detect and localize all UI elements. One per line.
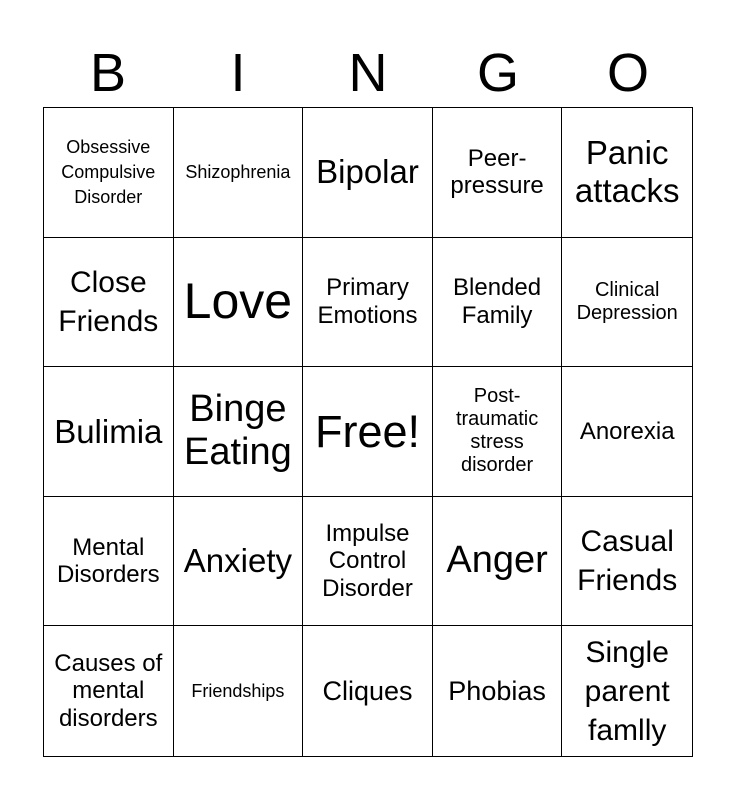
bingo-cell[interactable]: [303, 626, 433, 756]
bingo-cell-label: Mental Disorders: [56, 533, 160, 589]
bingo-cell-label: Anger: [446, 539, 548, 582]
bingo-cell-label: Shizophrenia: [185, 161, 291, 182]
bingo-cell[interactable]: [433, 238, 563, 368]
bingo-cell-label: Panic attacks: [574, 134, 680, 210]
bingo-cell-label: Casual Friends: [577, 525, 678, 598]
bingo-cell[interactable]: [44, 238, 174, 368]
bingo-cell[interactable]: [562, 626, 692, 756]
bingo-cell[interactable]: [562, 238, 692, 368]
bingo-cell-label: Friendships: [191, 680, 285, 701]
bingo-cell[interactable]: [174, 108, 304, 238]
bingo-cell[interactable]: [303, 238, 433, 368]
bingo-cell[interactable]: [433, 626, 563, 756]
bingo-cell[interactable]: [562, 108, 692, 238]
bingo-cell[interactable]: [433, 108, 563, 238]
bingo-cell[interactable]: [44, 367, 174, 497]
bingo-cell-label: Anorexia: [579, 417, 675, 445]
bingo-cell-label: Binge Eating: [184, 387, 292, 474]
bingo-cell-label: Causes of mental disorders: [54, 649, 163, 732]
bingo-cell-label: Post-traumatic stress disorder: [455, 385, 539, 477]
bingo-cell-label: Love: [183, 273, 293, 330]
bingo-header: [43, 40, 693, 106]
bingo-cell-label: Peer-pressure: [450, 144, 544, 200]
bingo-cell[interactable]: [433, 367, 563, 497]
bingo-cell-label: Clinical Depression: [576, 278, 678, 324]
bingo-cell-label: Anxiety: [183, 542, 292, 580]
bingo-card-grid: [43, 107, 693, 757]
bingo-cell-label: Single parent famlly: [584, 635, 670, 747]
bingo-cell-label: Bulimia: [54, 412, 163, 450]
header-letter-o: O: [606, 43, 649, 103]
bingo-cell-label: Bipolar: [316, 153, 419, 191]
bingo-cell-label: Impulse Control Disorder: [322, 519, 413, 602]
bingo-cell-label: Blended Family: [453, 274, 542, 329]
bingo-cell-label: Free!: [314, 405, 420, 457]
bingo-cell[interactable]: [44, 497, 174, 627]
bingo-cell[interactable]: [303, 497, 433, 627]
bingo-cell-label: Phobias: [448, 675, 546, 706]
header-letter-i: I: [230, 43, 246, 103]
bingo-cell[interactable]: [174, 626, 304, 756]
bingo-cell[interactable]: [174, 497, 304, 627]
bingo-cell[interactable]: [174, 238, 304, 368]
bingo-cell[interactable]: [303, 108, 433, 238]
bingo-cell-label: Primary Emotions: [317, 274, 418, 329]
bingo-cell[interactable]: [44, 626, 174, 756]
header-letter-g: G: [476, 43, 519, 103]
bingo-cell[interactable]: [44, 108, 174, 238]
bingo-cell[interactable]: [303, 367, 433, 497]
bingo-cell-label: Obsessive Compulsive Disorder: [61, 136, 156, 207]
bingo-cell[interactable]: [433, 497, 563, 627]
bingo-cell[interactable]: [174, 367, 304, 497]
bingo-cell[interactable]: [562, 367, 692, 497]
bingo-cell-label: Close Friends: [58, 265, 159, 338]
header-letter-b: B: [89, 43, 127, 103]
bingo-cell[interactable]: [562, 497, 692, 627]
bingo-cell-label: Cliques: [322, 675, 413, 706]
header-letter-n: N: [348, 43, 388, 103]
